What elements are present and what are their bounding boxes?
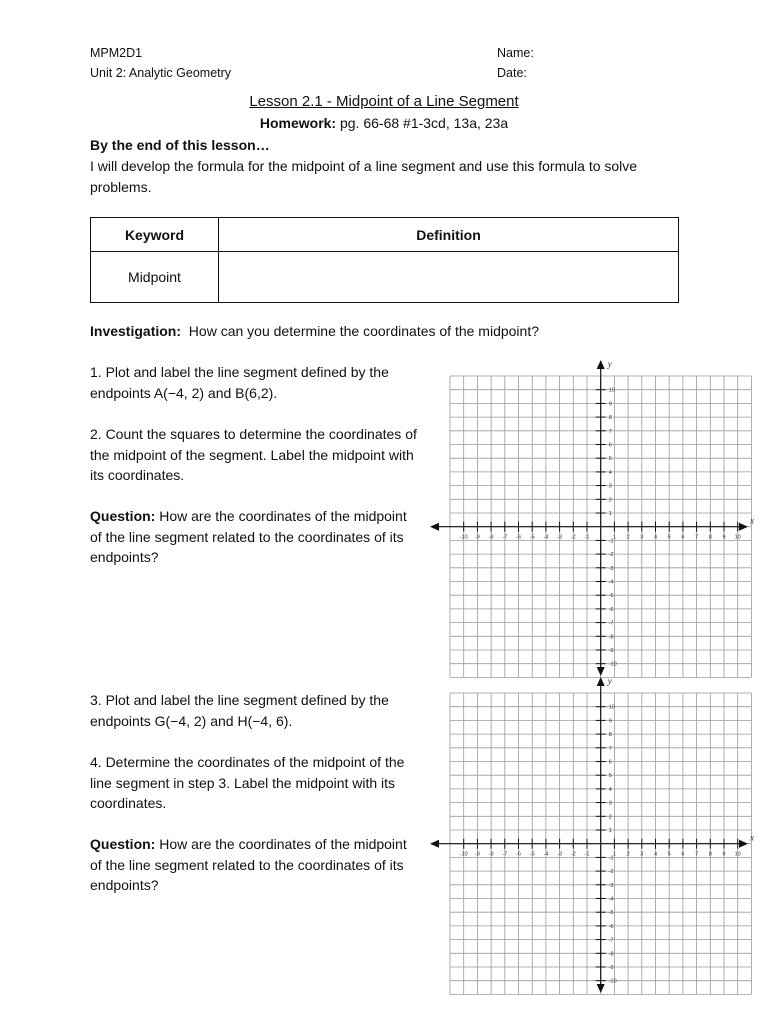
x-tick-label: 8 (708, 534, 712, 541)
unit-title: Unit 2: Analytic Geometry (90, 66, 232, 80)
x-axis-arrow-left (430, 840, 439, 848)
y-tick-label: -3 (608, 882, 614, 889)
y-tick-label: -5 (608, 593, 614, 600)
y-tick-label: 7 (608, 745, 612, 752)
y-tick-label: -9 (608, 648, 614, 654)
y-tick-label: -10 (608, 661, 617, 668)
y-tick-label: -6 (608, 606, 614, 613)
x-tick-label: -3 (557, 534, 563, 541)
homework-label: Homework: (259, 115, 337, 131)
y-tick-label: -1 (608, 538, 614, 545)
x-tick-label: -9 (474, 851, 480, 858)
y-tick-label: 1 (608, 511, 612, 517)
question-2 (90, 834, 420, 896)
question-text: How are the coordinates of the midpoint of the line segment related to the coordinates of its endpoints? (90, 508, 407, 565)
x-tick-label: -7 (502, 534, 508, 541)
x-tick-label: 3 (640, 534, 644, 541)
y-tick-label: -8 (608, 634, 614, 641)
course-code: MPM2D1 (90, 46, 143, 60)
y-tick-label: -10 (608, 978, 617, 985)
y-tick-label: 10 (608, 704, 615, 711)
x-tick-label: -4 (543, 534, 549, 541)
y-tick-label: 7 (608, 428, 612, 435)
y-tick-label: -8 (608, 951, 614, 958)
y-tick-label: -1 (608, 855, 614, 862)
y-tick-label: -4 (608, 896, 614, 903)
x-tick-label: -5 (529, 534, 535, 541)
y-tick-label: -5 (608, 910, 614, 917)
definition-header: Definition (219, 218, 679, 252)
y-tick-label: -7 (608, 620, 614, 627)
keyword-header: Keyword (91, 218, 219, 252)
x-tick-label: 9 (722, 534, 726, 541)
x-tick-label: 5 (667, 851, 671, 858)
x-tick-label: -9 (474, 534, 480, 541)
y-axis-label: y (607, 676, 612, 686)
x-tick-label: -2 (570, 851, 576, 858)
x-tick-label: -1 (584, 851, 590, 858)
x-tick-label: -8 (488, 851, 494, 858)
question-1 (90, 506, 420, 568)
x-tick-label: 7 (695, 851, 699, 858)
x-tick-label: -6 (516, 851, 521, 858)
goals-heading: By the end of this lesson… (90, 137, 270, 153)
investigation-label: Investigation: (90, 323, 182, 339)
x-tick-label: -3 (557, 851, 563, 858)
y-tick-label: 3 (608, 800, 612, 807)
step-1: 1. Plot and label the line segment defined by the endpoints A(−4, 2) and B(6,2). (90, 364, 389, 401)
x-tick-label: -6 (516, 534, 521, 541)
x-tick-label: 10 (734, 851, 741, 858)
y-tick-label: 3 (608, 483, 612, 490)
investigation-line (90, 321, 539, 342)
y-tick-label: 8 (608, 415, 612, 422)
y-tick-label: -2 (608, 869, 614, 876)
y-tick-label: 2 (608, 497, 612, 504)
x-tick-label: -10 (459, 851, 468, 858)
y-tick-label: 4 (608, 786, 612, 793)
y-tick-label: -2 (608, 552, 614, 559)
step-3: 3. Plot and label the line segment defined by the endpoints G(−4, 2) and H(−4, 6). (90, 692, 389, 729)
y-tick-label: 2 (608, 814, 612, 821)
y-tick-label: 9 (608, 401, 612, 408)
date-label: Date: (497, 66, 527, 80)
x-tick-label: 6 (681, 534, 685, 541)
x-tick-label: 1 (612, 534, 616, 541)
x-axis-arrow-left (430, 523, 439, 531)
x-tick-label: -1 (584, 534, 590, 541)
x-tick-label: -10 (459, 534, 468, 541)
homework-line (0, 115, 768, 131)
y-tick-label: -9 (608, 965, 614, 971)
x-tick-label: -2 (570, 534, 576, 541)
step-2: 2. Count the squares to determine the coordinates of the midpoint of the segment. Label the midpoint with its coordinates. (90, 426, 417, 483)
x-tick-label: 1 (612, 851, 616, 858)
question-label: Question: (90, 508, 156, 524)
y-tick-label: 9 (608, 718, 612, 725)
step-4: 4. Determine the coordinates of the midpoint of the line segment in step 3. Label the midpoint with its coordinates. (90, 754, 405, 811)
definition-cell[interactable] (219, 252, 679, 303)
question-text: How are the coordinates of the midpoint of the line segment related to the coordinates of its endpoints? (90, 836, 407, 893)
keyword-cell: Midpoint (91, 252, 219, 303)
x-tick-label: -5 (529, 851, 535, 858)
x-tick-label: 9 (722, 851, 726, 858)
x-tick-label: 7 (695, 534, 699, 541)
coordinate-grid-1[interactable] (426, 358, 756, 678)
x-axis-arrow-right (739, 523, 748, 531)
x-tick-label: 10 (734, 534, 741, 541)
y-tick-label: -3 (608, 565, 614, 572)
x-tick-label: 4 (653, 851, 658, 858)
table-row (91, 252, 679, 303)
y-axis-label: y (607, 359, 612, 369)
x-axis-label: x (750, 832, 754, 843)
x-tick-label: -8 (488, 534, 494, 541)
y-tick-label: 8 (608, 732, 612, 739)
goals-text: I will develop the formula for the midpoint of a line segment and use this formula to solve problems. (90, 158, 638, 195)
x-tick-label: 3 (640, 851, 644, 858)
coordinate-grid-2[interactable] (426, 675, 756, 995)
x-tick-label: 4 (653, 534, 658, 541)
y-tick-label: 6 (608, 442, 612, 449)
x-tick-label: -4 (543, 851, 549, 858)
x-tick-label: 5 (667, 534, 671, 541)
x-axis-arrow-right (739, 840, 748, 848)
question-label: Question: (90, 836, 156, 852)
y-tick-label: 1 (608, 828, 612, 834)
y-tick-label: -7 (608, 937, 614, 944)
y-tick-label: 10 (608, 387, 615, 394)
investigation-text: How can you determine the coordinates of the midpoint? (181, 323, 539, 339)
y-axis-arrow-down (597, 984, 605, 993)
y-axis-arrow-up (597, 677, 605, 686)
y-tick-label: 6 (608, 759, 612, 766)
name-label: Name: (497, 46, 534, 60)
homework-text: pg. 66-68 #1-3cd, 13a, 23a (336, 115, 509, 131)
x-tick-label: 2 (626, 851, 630, 858)
y-tick-label: 4 (608, 469, 612, 476)
x-tick-label: -7 (502, 851, 508, 858)
y-tick-label: 5 (608, 456, 612, 463)
lesson-title: Lesson 2.1 - Midpoint of a Line Segment (249, 93, 519, 110)
y-tick-label: -4 (608, 579, 614, 586)
x-tick-label: 6 (681, 851, 685, 858)
y-tick-label: -6 (608, 923, 614, 930)
x-tick-label: 2 (626, 534, 630, 541)
y-axis-arrow-up (597, 360, 605, 369)
x-tick-label: 8 (708, 851, 712, 858)
keyword-table (90, 217, 679, 303)
x-axis-label: x (750, 515, 754, 526)
y-tick-label: 5 (608, 773, 612, 780)
